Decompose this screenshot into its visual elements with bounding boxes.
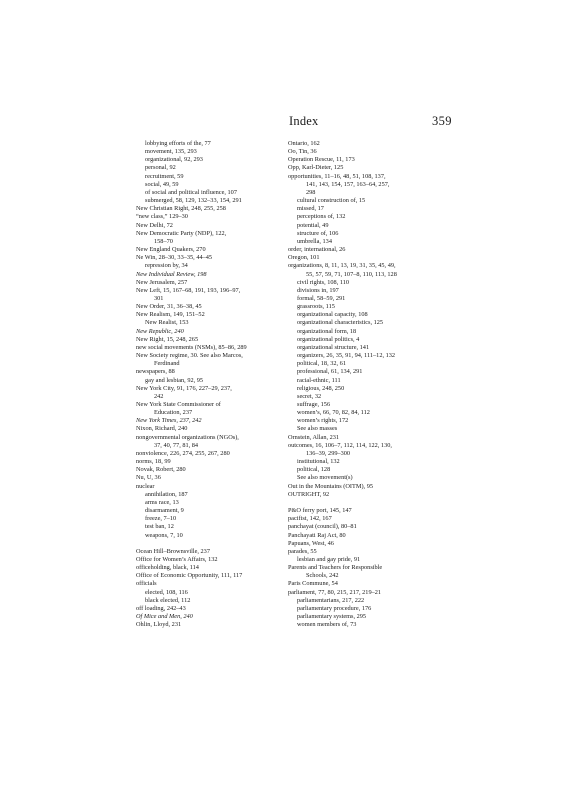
index-entry: New Republic, 240: [136, 327, 184, 335]
section-gap: [136, 540, 268, 548]
index-subentry: Ferdinand: [154, 360, 180, 368]
index-entry: Ohlin, Lloyd, 231: [136, 621, 182, 629]
index-subentry: test ban, 12: [145, 523, 174, 531]
index-subentry: weapons, 7, 10: [145, 531, 183, 539]
index-subentry: political, 128: [297, 466, 331, 474]
index-entry: panchayat (council), 80–81: [288, 523, 357, 531]
index-entry: outcomes, 16, 106–7, 112, 114, 122, 130,: [288, 441, 392, 449]
index-subentry: women’s, 66, 70, 82, 84, 112: [297, 409, 370, 417]
index-entry: New Society regime, 30. See also Marcos,: [136, 352, 243, 360]
index-subentry: 301: [154, 294, 164, 302]
index-subentry: religious, 248, 250: [297, 384, 345, 392]
index-entry: Opp, Karl-Dieter, 125: [288, 164, 344, 172]
index-subentry: 141, 143, 154, 157, 163–64, 257,: [306, 180, 390, 188]
index-subentry: lesbian and gay pride, 91: [297, 555, 361, 563]
index-entry: order, international, 26: [288, 246, 346, 254]
index-subentry: umbrella, 134: [297, 237, 332, 245]
index-subentry: missed, 17: [297, 205, 324, 213]
page-header: [0, 114, 565, 130]
index-subentry: institutional, 132: [297, 458, 340, 466]
index-subentry: secret, 32: [297, 392, 322, 400]
index-entry: Office of Economic Opportunity, 111, 117: [136, 572, 243, 580]
index-entry: newspapers, 88: [136, 368, 175, 376]
index-subentry: freeze, 7–10: [145, 515, 177, 523]
index-entry: Of Mice and Men, 240: [136, 613, 193, 621]
index-entry: off loading, 242–43: [136, 604, 186, 612]
index-subentry: suffrage, 156: [297, 401, 331, 408]
index-entry: Operation Rescue, 11, 173: [288, 156, 355, 164]
index-entry: New Left, 15, 167–68, 191, 193, 196–97,: [136, 286, 241, 294]
index-entry: Novak, Robert, 280: [136, 466, 186, 474]
index-subentry: black elected, 112: [145, 596, 191, 604]
index-subentry: social, 49, 59: [145, 180, 179, 188]
index-entry: officeholding, black, 114: [136, 564, 199, 572]
index-entry: officials: [136, 580, 157, 588]
index-entry: New York City, 91, 176, 227–29, 237,: [136, 384, 232, 392]
index-subentry: arms race, 13: [145, 498, 179, 506]
index-entry: Oo, Tin, 36: [288, 148, 317, 156]
index-subentry: Education, 237: [154, 409, 193, 417]
index-subentry: perceptions of, 132: [297, 213, 346, 221]
index-subentry: women members of, 73: [297, 621, 357, 629]
index-subentry: 242: [154, 392, 164, 400]
index-entry: New Delhi, 72: [136, 221, 173, 229]
index-entry: Panchayati Raj Act, 80: [288, 531, 346, 539]
index-entry: nongovernmental organizations (NGOs),: [136, 433, 239, 441]
index-subentry: structure of, 106: [297, 229, 339, 237]
index-subentry: 37, 40, 77, 81, 84: [154, 441, 199, 449]
index-entry: Paris Commune, 54: [288, 580, 338, 588]
index-entry: New Jerusalem, 257: [136, 278, 188, 286]
index-subentry: elected, 108, 116: [145, 588, 188, 596]
index-subentry: political, 18, 32, 61: [297, 360, 346, 368]
index-subentry: parliamentary procedure, 176: [297, 604, 372, 612]
index-entry: Out in the Mountains (OITM), 95: [288, 482, 373, 490]
index-subentry: professional, 61, 134, 291: [297, 368, 363, 376]
index-subentry: repression by, 34: [145, 262, 188, 270]
index-subentry: cultural construction of, 15: [297, 197, 366, 205]
page-title: Index: [289, 114, 319, 128]
index-entry: opportunities, 11–16, 48, 51, 108, 137,: [288, 172, 386, 180]
index-subentry: parliamentarians, 217, 222: [297, 596, 365, 604]
index-entry: New Individual Review, 198: [136, 270, 207, 278]
index-entry: New Democratic Party (NDP), 122,: [136, 229, 227, 237]
index-subentry: submerged, 58, 129, 132–33, 154, 291: [145, 197, 242, 205]
index-entry: New Christian Right, 248, 255, 258: [136, 205, 226, 213]
section-gap: [288, 499, 438, 507]
index-entry: new social movements (NSMs), 85–86, 289: [136, 343, 247, 351]
index-subentry: organizational form, 18: [297, 327, 357, 335]
index-entry: Ontario, 162: [288, 140, 320, 147]
index-entry: Oregon, 101: [288, 254, 320, 262]
index-entry: Nixon, Richard, 240: [136, 425, 188, 433]
index-entry: organizations, 8, 11, 13, 19, 31, 35, 45, 49,: [288, 262, 396, 270]
index-subentry: organizers, 26, 35, 91, 94, 111–12, 132: [297, 352, 396, 360]
index-subentry: women’s rights, 172: [297, 417, 349, 425]
index-subentry: parliamentary systems, 295: [297, 613, 367, 621]
index-subentry: personal, 92: [145, 164, 176, 172]
index-column-right: [288, 140, 438, 629]
index-subentry: 55, 57, 59, 71, 107–8, 110, 113, 128: [306, 270, 397, 278]
index-subentry: disarmament, 9: [145, 507, 184, 515]
index-entry: Nu, U, 36: [136, 474, 161, 482]
index-entry: nonviolence, 226, 274, 255, 267, 280: [136, 449, 230, 457]
index-entry: “new class,” 129–30: [136, 213, 188, 221]
index-entry: New York State Commissioner of: [136, 401, 221, 408]
index-subentry: See also movement(s): [297, 474, 353, 482]
index-entry: Ne Win, 28–30, 33–35, 44–45: [136, 254, 213, 262]
index-subentry: organizational structure, 141: [297, 343, 370, 351]
index-subentry: 298: [306, 188, 316, 196]
index-subentry: divisions in, 197: [297, 286, 339, 294]
index-entry: New Right, 15, 248, 265: [136, 335, 199, 343]
index-entry: Ornstein, Allan, 231: [288, 433, 340, 441]
index-entry: New England Quakers, 270: [136, 246, 206, 254]
index-subentry: movement, 135, 293: [145, 148, 197, 156]
index-entry: pacifist, 142, 167: [288, 515, 332, 523]
index-subentry: civil rights, 108, 110: [297, 278, 350, 286]
index-entry: Parents and Teachers for Responsible: [288, 564, 383, 572]
index-subentry: racial-ethnic, 111: [297, 376, 341, 384]
index-entry: New York Times, 237, 242: [136, 417, 202, 425]
index-entry: Ocean Hill–Brownsville, 237: [136, 547, 210, 555]
index-entry: norms, 18, 99: [136, 458, 171, 466]
index-entry: nuclear: [136, 482, 155, 490]
index-subentry: formal, 58–59, 291: [297, 294, 346, 302]
index-subentry: lobbying efforts of the, 77: [145, 140, 211, 147]
index-subentry: 158–70: [154, 237, 173, 245]
page-number: 359: [432, 114, 452, 128]
index-subentry: organizational characteristics, 125: [297, 319, 384, 327]
index-entry: New Realism, 149, 151–52: [136, 311, 205, 319]
index-entry: Papuans, West, 46: [288, 539, 334, 547]
index-subentry: recruitment, 59: [145, 172, 184, 180]
index-subentry: of social and political influence, 107: [145, 188, 237, 196]
index-column-left: [136, 140, 268, 629]
index-entry: P&O ferry port, 145, 147: [288, 507, 352, 515]
index-subentry: annihilation, 187: [145, 490, 188, 498]
index-subentry: New Realist, 153: [145, 319, 189, 327]
index-subentry: 136–39, 299–300: [306, 449, 351, 457]
index-entry: New Order, 31, 36–38, 45: [136, 303, 202, 311]
index-subentry: Schools, 242: [306, 572, 339, 580]
index-subentry: grassroots, 115: [297, 303, 335, 311]
index-subentry: potential, 49: [297, 221, 329, 229]
index-subentry: organizational, 92, 293: [145, 156, 203, 164]
index-entry: Office for Women’s Affairs, 132: [136, 555, 218, 563]
index-subentry: organizational politics, 4: [297, 335, 360, 343]
index-subentry: gay and lesbian, 92, 95: [145, 376, 204, 384]
index-entry: OUTRIGHT, 92: [288, 490, 330, 498]
index-entry: parliament, 77, 80, 215, 217, 219–21: [288, 588, 382, 596]
index-subentry: See also masses: [297, 425, 338, 433]
index-entry: parades, 55: [288, 547, 317, 555]
index-subentry: organizational capacity, 108: [297, 311, 368, 319]
